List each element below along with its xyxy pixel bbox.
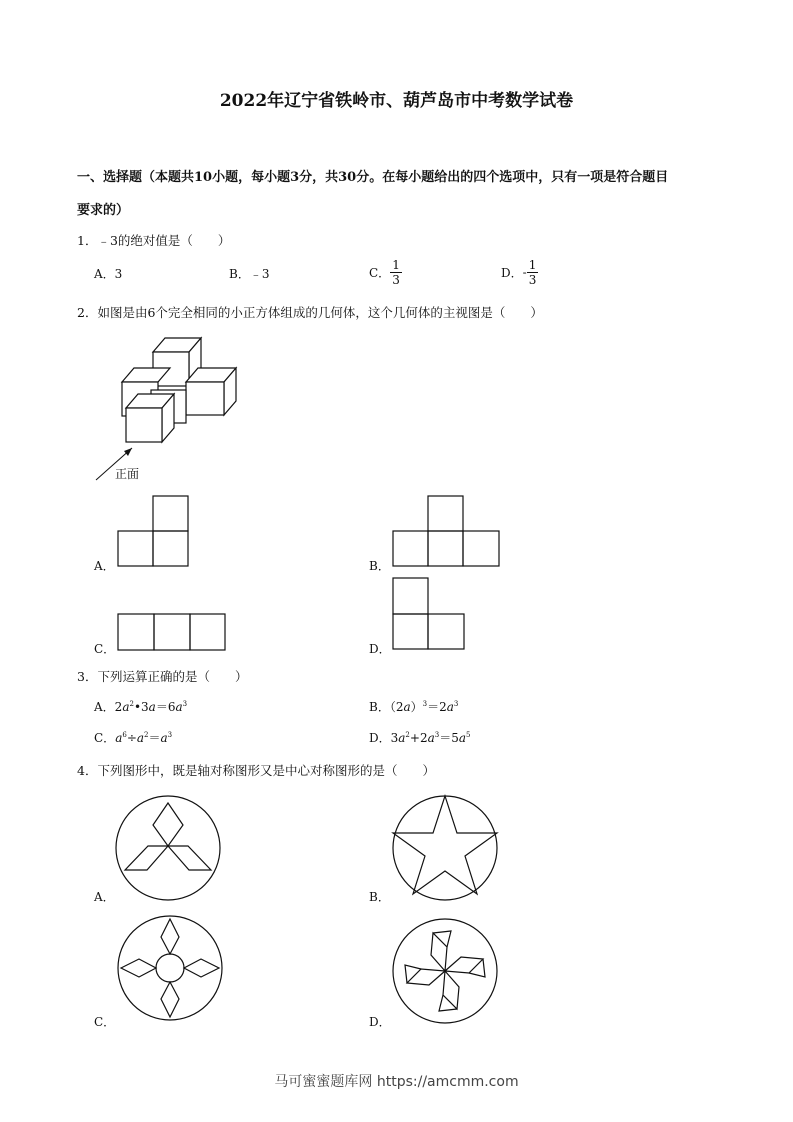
q1-option-d-label: D．	[501, 266, 523, 280]
q1-option-c-label: C．	[369, 266, 391, 280]
q1-option-d-sign: -	[522, 265, 527, 280]
q2-option-c-figure	[117, 613, 229, 653]
q1-stem: 1．﹣3的绝对值是（ ）	[77, 233, 231, 248]
front-direction-label: 正面	[115, 467, 140, 481]
q1-option-c-fraction	[390, 258, 402, 287]
q2-option-b-figure	[392, 495, 504, 570]
q2-option-b-label: B．	[369, 559, 390, 573]
q1-option-a: A．3	[94, 267, 123, 281]
page-title: 2022年辽宁省铁岭市、葫芦岛市中考数学试卷	[219, 91, 574, 111]
q3-option-c-label: C．	[94, 731, 116, 745]
q4-option-a-label: A．	[94, 890, 115, 904]
q1-option-c	[369, 258, 402, 287]
q4-option-c-label: C．	[94, 1015, 116, 1029]
q4-option-c-figure	[117, 915, 225, 1023]
q4-option-d-figure	[391, 917, 499, 1025]
q1-option-d-denominator: 3	[528, 273, 537, 287]
q2-cube-figure	[90, 330, 250, 490]
q2-option-a-label: A．	[94, 559, 115, 573]
q3-option-d: D．$3a^2+2a^3=5a^5$	[369, 731, 471, 745]
q3-option-b-label: B．	[369, 700, 390, 714]
footer-watermark: 马可蜜蜜题库网 https://amcmm.com	[274, 1074, 519, 1090]
q3-option-a: A．$2a^2•3a=6a^3$	[94, 700, 188, 714]
q1-option-c-denominator: 3	[392, 273, 400, 287]
q2-stem: 2．如图是由6个完全相同的小正方体组成的几何体，这个几何体的主视图是（ ）	[77, 305, 543, 320]
q4-stem: 4．下列图形中，既是轴对称图形又是中心对称图形的是（ ）	[77, 763, 435, 778]
q1-option-d-fraction	[527, 258, 539, 287]
q2-option-d-figure	[392, 577, 467, 653]
section-heading-line1: 一、选择题（本题共10小题，每小题3分，共30分。在每小题给出的四个选项中，只有一项是符合题目	[77, 170, 669, 185]
q4-option-b-label: B．	[369, 890, 390, 904]
q2-option-c-label: C．	[94, 642, 116, 656]
q3-option-d-label: D．	[369, 731, 391, 745]
q2-option-a-figure	[117, 495, 192, 570]
q2-option-d-label: D．	[369, 642, 391, 656]
q1-option-d	[501, 258, 538, 287]
q1-option-b: B．﹣3	[229, 267, 270, 281]
q3-stem: 3．下列运算正确的是（ ）	[77, 669, 248, 684]
q4-option-b-figure	[391, 794, 501, 904]
q3-option-c: C．$a^6\div a^2=a^3$	[94, 731, 173, 745]
q1-option-c-numerator: 1	[392, 258, 400, 272]
q4-option-a-figure	[115, 795, 223, 903]
q3-option-a-label: A．	[94, 700, 115, 714]
q3-option-b: B．$(2a)^3=2a^3$	[369, 700, 459, 714]
q1-option-d-numerator: 1	[528, 258, 537, 272]
section-heading-line2: 要求的）	[77, 203, 130, 218]
q4-option-d-label: D．	[369, 1015, 391, 1029]
